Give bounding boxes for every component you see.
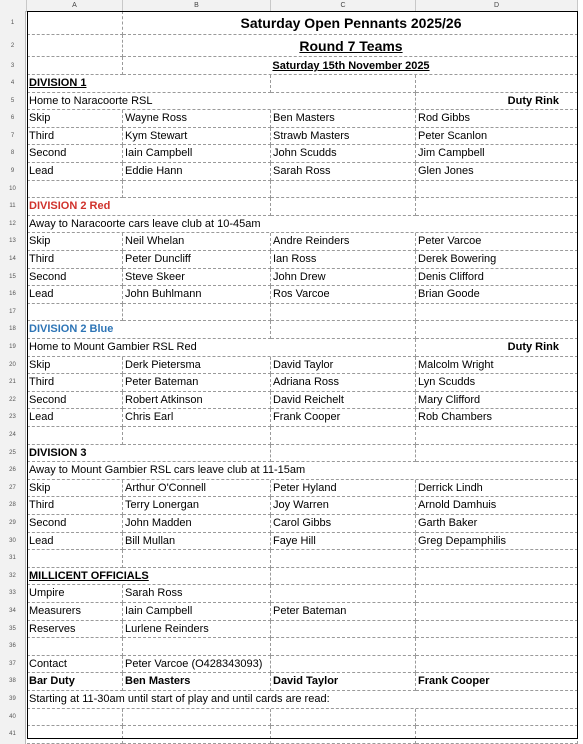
position-label[interactable]: Umpire xyxy=(27,585,123,603)
empty-cell[interactable] xyxy=(271,709,416,727)
position-label[interactable]: Second xyxy=(27,145,123,163)
position-label[interactable]: Lead xyxy=(27,533,123,551)
cell-c[interactable] xyxy=(271,445,416,463)
note-text[interactable]: Starting at 11-30am until start of play and until cards are read: xyxy=(27,691,578,709)
sheet-row-7 xyxy=(0,128,578,146)
position-label[interactable]: Skip xyxy=(27,357,123,375)
sheet-row-17 xyxy=(0,304,578,322)
sheet-row-24 xyxy=(0,427,578,445)
row-number[interactable]: 7 xyxy=(0,128,26,146)
sheet-row-35 xyxy=(0,621,578,639)
row-number[interactable]: 4 xyxy=(0,75,26,93)
row-number[interactable]: 16 xyxy=(0,286,26,304)
duty-rink-label[interactable]: Duty Rink xyxy=(416,93,578,111)
section-heading[interactable]: DIVISION 2 Red xyxy=(27,198,271,216)
player-name-d[interactable]: Rod Gibbs xyxy=(416,110,578,128)
sheet-row-27 xyxy=(0,480,578,498)
row-number[interactable]: 12 xyxy=(0,216,26,234)
player-name-b[interactable]: Arthur O'Connell xyxy=(123,480,271,498)
sheet-row-12 xyxy=(0,216,578,234)
cell-d[interactable] xyxy=(416,75,578,93)
sheet-row-34 xyxy=(0,603,578,621)
player-name-b[interactable]: Peter Bateman xyxy=(123,374,271,392)
empty-cell[interactable] xyxy=(271,726,416,744)
cell-d[interactable] xyxy=(416,568,578,586)
sheet-row-13 xyxy=(0,233,578,251)
row-number[interactable]: 15 xyxy=(0,269,26,287)
row-number[interactable]: 41 xyxy=(0,726,26,744)
player-name-c[interactable] xyxy=(271,585,416,603)
player-name-c[interactable]: Faye Hill xyxy=(271,533,416,551)
cell-a[interactable] xyxy=(27,11,123,35)
empty-cell[interactable] xyxy=(416,550,578,568)
player-name-d[interactable]: Glen Jones xyxy=(416,163,578,181)
row-number[interactable]: 22 xyxy=(0,392,26,410)
row-number[interactable]: 37 xyxy=(0,656,26,674)
player-name-c[interactable]: Carol Gibbs xyxy=(271,515,416,533)
sheet-row-20 xyxy=(0,357,578,375)
position-label[interactable]: Lead xyxy=(27,286,123,304)
empty-cell[interactable] xyxy=(416,427,578,445)
player-name-d[interactable] xyxy=(416,603,578,621)
cell-c[interactable] xyxy=(271,198,416,216)
row-number[interactable]: 10 xyxy=(0,181,26,199)
sheet-row-33 xyxy=(0,585,578,603)
sheet-row-39 xyxy=(0,691,578,709)
row-number[interactable]: 40 xyxy=(0,709,26,727)
sheet-row-6 xyxy=(0,110,578,128)
sheet-row-22 xyxy=(0,392,578,410)
column-header-c[interactable]: C xyxy=(271,0,416,11)
empty-cell[interactable] xyxy=(271,427,416,445)
sheet-row-15 xyxy=(0,269,578,287)
player-name-d[interactable]: Derrick Lindh xyxy=(416,480,578,498)
sheet-title[interactable]: Saturday Open Pennants 2025/26 xyxy=(123,11,578,35)
sheet-row-21 xyxy=(0,374,578,392)
sheet-subtitle[interactable]: Round 7 Teams xyxy=(123,35,578,57)
empty-cell[interactable] xyxy=(27,304,123,322)
cell-d[interactable] xyxy=(416,445,578,463)
player-name-c[interactable]: Joy Warren xyxy=(271,497,416,515)
player-name-d[interactable] xyxy=(416,621,578,639)
position-label[interactable]: Skip xyxy=(27,480,123,498)
empty-cell[interactable] xyxy=(271,304,416,322)
cell-d[interactable] xyxy=(416,198,578,216)
player-name-c[interactable]: Adriana Ross xyxy=(271,374,416,392)
row-number[interactable]: 11 xyxy=(0,198,26,216)
position-label[interactable]: Second xyxy=(27,269,123,287)
sheet-row-25 xyxy=(0,445,578,463)
position-label[interactable]: Lead xyxy=(27,163,123,181)
sheet-row-4 xyxy=(0,75,578,93)
empty-cell[interactable] xyxy=(27,427,123,445)
position-label[interactable]: Lead xyxy=(27,409,123,427)
row-number[interactable]: 1 xyxy=(0,11,26,35)
sheet-row-26 xyxy=(0,462,578,480)
position-label[interactable]: Third xyxy=(27,251,123,269)
section-heading[interactable]: DIVISION 2 Blue xyxy=(27,321,271,339)
position-label[interactable]: Contact xyxy=(27,656,123,674)
cell-c[interactable] xyxy=(271,321,416,339)
row-number[interactable]: 35 xyxy=(0,621,26,639)
cell-a[interactable] xyxy=(27,35,123,57)
position-label[interactable]: Second xyxy=(27,392,123,410)
player-name-d[interactable]: Frank Cooper xyxy=(416,673,578,691)
sheet-row-32 xyxy=(0,568,578,586)
sheet-row-41 xyxy=(0,726,578,744)
player-name-b[interactable]: Eddie Hann xyxy=(123,163,271,181)
player-name-b[interactable]: Sarah Ross xyxy=(123,585,271,603)
position-label[interactable]: Measurers xyxy=(27,603,123,621)
player-name-b[interactable]: Iain Campbell xyxy=(123,145,271,163)
player-name-d[interactable]: Peter Scanlon xyxy=(416,128,578,146)
empty-cell[interactable] xyxy=(123,181,271,199)
player-name-c[interactable]: Peter Bateman xyxy=(271,603,416,621)
position-label[interactable]: Third xyxy=(27,128,123,146)
sheet-row-3 xyxy=(0,57,578,75)
section-heading[interactable]: MILLICENT OFFICIALS xyxy=(27,568,271,586)
player-name-c[interactable]: Strawb Masters xyxy=(271,128,416,146)
player-name-b[interactable]: Robert Atkinson xyxy=(123,392,271,410)
column-header-b[interactable]: B xyxy=(123,0,271,11)
row-number[interactable]: 29 xyxy=(0,515,26,533)
player-name-d[interactable]: Arnold Damhuis xyxy=(416,497,578,515)
section-heading[interactable]: DIVISION 1 xyxy=(27,75,271,93)
player-name-d[interactable]: Derek Bowering xyxy=(416,251,578,269)
player-name-d[interactable]: Rob Chambers xyxy=(416,409,578,427)
row-number[interactable]: 5 xyxy=(0,93,26,111)
player-name-d[interactable]: Peter Varcoe xyxy=(416,233,578,251)
row-number[interactable]: 24 xyxy=(0,427,26,445)
player-name-b[interactable]: Lurlene Reinders xyxy=(123,621,271,639)
sheet-row-10 xyxy=(0,181,578,199)
row-number[interactable]: 39 xyxy=(0,691,26,709)
note-text[interactable]: Away to Naracoorte cars leave club at 10-45am xyxy=(27,216,578,234)
player-name-c[interactable]: David Reichelt xyxy=(271,392,416,410)
row-number[interactable]: 20 xyxy=(0,357,26,375)
row-number[interactable]: 25 xyxy=(0,445,26,463)
player-name-c[interactable]: Sarah Ross xyxy=(271,163,416,181)
sheet-row-18 xyxy=(0,321,578,339)
player-name-c[interactable] xyxy=(271,621,416,639)
column-header-d[interactable]: D xyxy=(416,0,578,11)
row-number[interactable]: 30 xyxy=(0,533,26,551)
sheet-row-28 xyxy=(0,497,578,515)
sheet-row-8 xyxy=(0,145,578,163)
row-number[interactable]: 18 xyxy=(0,321,26,339)
position-label[interactable]: Second xyxy=(27,515,123,533)
position-label[interactable]: Skip xyxy=(27,110,123,128)
row-number[interactable]: 17 xyxy=(0,304,26,322)
player-name-c[interactable]: Andre Reinders xyxy=(271,233,416,251)
player-name-c[interactable]: John Scudds xyxy=(271,145,416,163)
position-label[interactable]: Third xyxy=(27,497,123,515)
sheet-row-37 xyxy=(0,656,578,674)
empty-cell[interactable] xyxy=(123,709,271,727)
sheet-row-29 xyxy=(0,515,578,533)
sheet-row-30 xyxy=(0,533,578,551)
row-number[interactable]: 32 xyxy=(0,568,26,586)
player-name-b[interactable]: Iain Campbell xyxy=(123,603,271,621)
sheet-row-36 xyxy=(0,638,578,656)
player-name-b[interactable]: Kym Stewart xyxy=(123,128,271,146)
venue-text[interactable]: Home to Naracoorte RSL xyxy=(27,93,416,111)
empty-cell[interactable] xyxy=(416,181,578,199)
empty-cell[interactable] xyxy=(27,726,123,744)
sheet-row-5 xyxy=(0,93,578,111)
cell-a[interactable] xyxy=(27,57,123,75)
duty-rink-label[interactable]: Duty Rink xyxy=(416,339,578,357)
empty-cell[interactable] xyxy=(123,550,271,568)
sheet-date[interactable]: Saturday 15th November 2025 xyxy=(123,57,578,75)
sheet-row-23 xyxy=(0,409,578,427)
sheet-row-16 xyxy=(0,286,578,304)
column-header-a[interactable]: A xyxy=(27,0,123,11)
empty-cell[interactable] xyxy=(123,638,271,656)
player-name-d[interactable]: Brian Goode xyxy=(416,286,578,304)
row-number[interactable]: 34 xyxy=(0,603,26,621)
player-name-b[interactable]: John Buhlmann xyxy=(123,286,271,304)
row-number[interactable]: 33 xyxy=(0,585,26,603)
empty-cell[interactable] xyxy=(271,181,416,199)
sheet-row-31 xyxy=(0,550,578,568)
row-number[interactable]: 19 xyxy=(0,339,26,357)
cell-c[interactable] xyxy=(271,75,416,93)
player-name-d[interactable]: Malcolm Wright xyxy=(416,357,578,375)
sheet-row-19 xyxy=(0,339,578,357)
row-number[interactable]: 8 xyxy=(0,145,26,163)
player-name-b[interactable]: Steve Skeer xyxy=(123,269,271,287)
empty-cell[interactable] xyxy=(416,638,578,656)
sheet-row-40 xyxy=(0,709,578,727)
empty-cell[interactable] xyxy=(271,550,416,568)
player-name-b[interactable]: Bill Mullan xyxy=(123,533,271,551)
empty-cell[interactable] xyxy=(27,550,123,568)
select-all-corner[interactable] xyxy=(0,0,27,11)
cell-d[interactable] xyxy=(416,321,578,339)
player-name-d[interactable]: Jim Campbell xyxy=(416,145,578,163)
player-name-b[interactable]: John Madden xyxy=(123,515,271,533)
player-name-b[interactable]: Wayne Ross xyxy=(123,110,271,128)
player-name-d[interactable] xyxy=(416,585,578,603)
player-name-b[interactable]: Terry Lonergan xyxy=(123,497,271,515)
player-name-b[interactable]: Ben Masters xyxy=(123,673,271,691)
empty-cell[interactable] xyxy=(27,181,123,199)
player-name-d[interactable]: Mary Clifford xyxy=(416,392,578,410)
player-name-b[interactable]: Peter Duncliff xyxy=(123,251,271,269)
note-text[interactable]: Away to Mount Gambier RSL cars leave club at 11-15am xyxy=(27,462,578,480)
row-number[interactable]: 23 xyxy=(0,409,26,427)
sheet-row-1 xyxy=(0,11,578,35)
position-label[interactable]: Bar Duty xyxy=(27,673,123,691)
player-name-c[interactable]: Peter Hyland xyxy=(271,480,416,498)
player-name-c[interactable]: David Taylor xyxy=(271,357,416,375)
player-name-d[interactable]: Greg Depamphilis xyxy=(416,533,578,551)
row-number[interactable]: 31 xyxy=(0,550,26,568)
empty-cell[interactable] xyxy=(416,726,578,744)
sheet-row-14 xyxy=(0,251,578,269)
row-number[interactable]: 27 xyxy=(0,480,26,498)
player-name-c[interactable] xyxy=(271,656,416,674)
player-name-c[interactable]: David Taylor xyxy=(271,673,416,691)
sheet-row-2 xyxy=(0,35,578,57)
position-label[interactable]: Skip xyxy=(27,233,123,251)
section-heading[interactable]: DIVISION 3 xyxy=(27,445,271,463)
empty-cell[interactable] xyxy=(123,726,271,744)
player-name-b[interactable]: Derk Pietersma xyxy=(123,357,271,375)
position-label[interactable]: Reserves xyxy=(27,621,123,639)
venue-text[interactable]: Home to Mount Gambier RSL Red xyxy=(27,339,416,357)
empty-cell[interactable] xyxy=(416,709,578,727)
player-name-b[interactable]: Chris Earl xyxy=(123,409,271,427)
player-name-c[interactable]: Ian Ross xyxy=(271,251,416,269)
row-number[interactable]: 38 xyxy=(0,673,26,691)
player-name-c[interactable]: Ben Masters xyxy=(271,110,416,128)
row-number[interactable]: 21 xyxy=(0,374,26,392)
empty-cell[interactable] xyxy=(271,638,416,656)
row-number[interactable]: 6 xyxy=(0,110,26,128)
row-number[interactable]: 13 xyxy=(0,233,26,251)
player-name-b[interactable]: Peter Varcoe (O428343093) xyxy=(123,656,271,674)
empty-cell[interactable] xyxy=(123,304,271,322)
player-name-d[interactable] xyxy=(416,656,578,674)
player-name-c[interactable]: Frank Cooper xyxy=(271,409,416,427)
row-number[interactable]: 36 xyxy=(0,638,26,656)
empty-cell[interactable] xyxy=(27,638,123,656)
row-number[interactable]: 28 xyxy=(0,497,26,515)
position-label[interactable]: Third xyxy=(27,374,123,392)
empty-cell[interactable] xyxy=(27,709,123,727)
sheet-row-38 xyxy=(0,673,578,691)
row-number[interactable]: 9 xyxy=(0,163,26,181)
row-number[interactable]: 3 xyxy=(0,57,26,75)
player-name-c[interactable]: Ros Varcoe xyxy=(271,286,416,304)
empty-cell[interactable] xyxy=(416,304,578,322)
row-number[interactable]: 14 xyxy=(0,251,26,269)
player-name-c[interactable]: John Drew xyxy=(271,269,416,287)
player-name-d[interactable]: Lyn Scudds xyxy=(416,374,578,392)
player-name-d[interactable]: Denis Clifford xyxy=(416,269,578,287)
player-name-b[interactable]: Neil Whelan xyxy=(123,233,271,251)
row-number[interactable]: 26 xyxy=(0,462,26,480)
sheet-row-9 xyxy=(0,163,578,181)
cell-c[interactable] xyxy=(271,568,416,586)
row-number[interactable]: 2 xyxy=(0,35,26,57)
empty-cell[interactable] xyxy=(123,427,271,445)
player-name-d[interactable]: Garth Baker xyxy=(416,515,578,533)
sheet-row-11 xyxy=(0,198,578,216)
